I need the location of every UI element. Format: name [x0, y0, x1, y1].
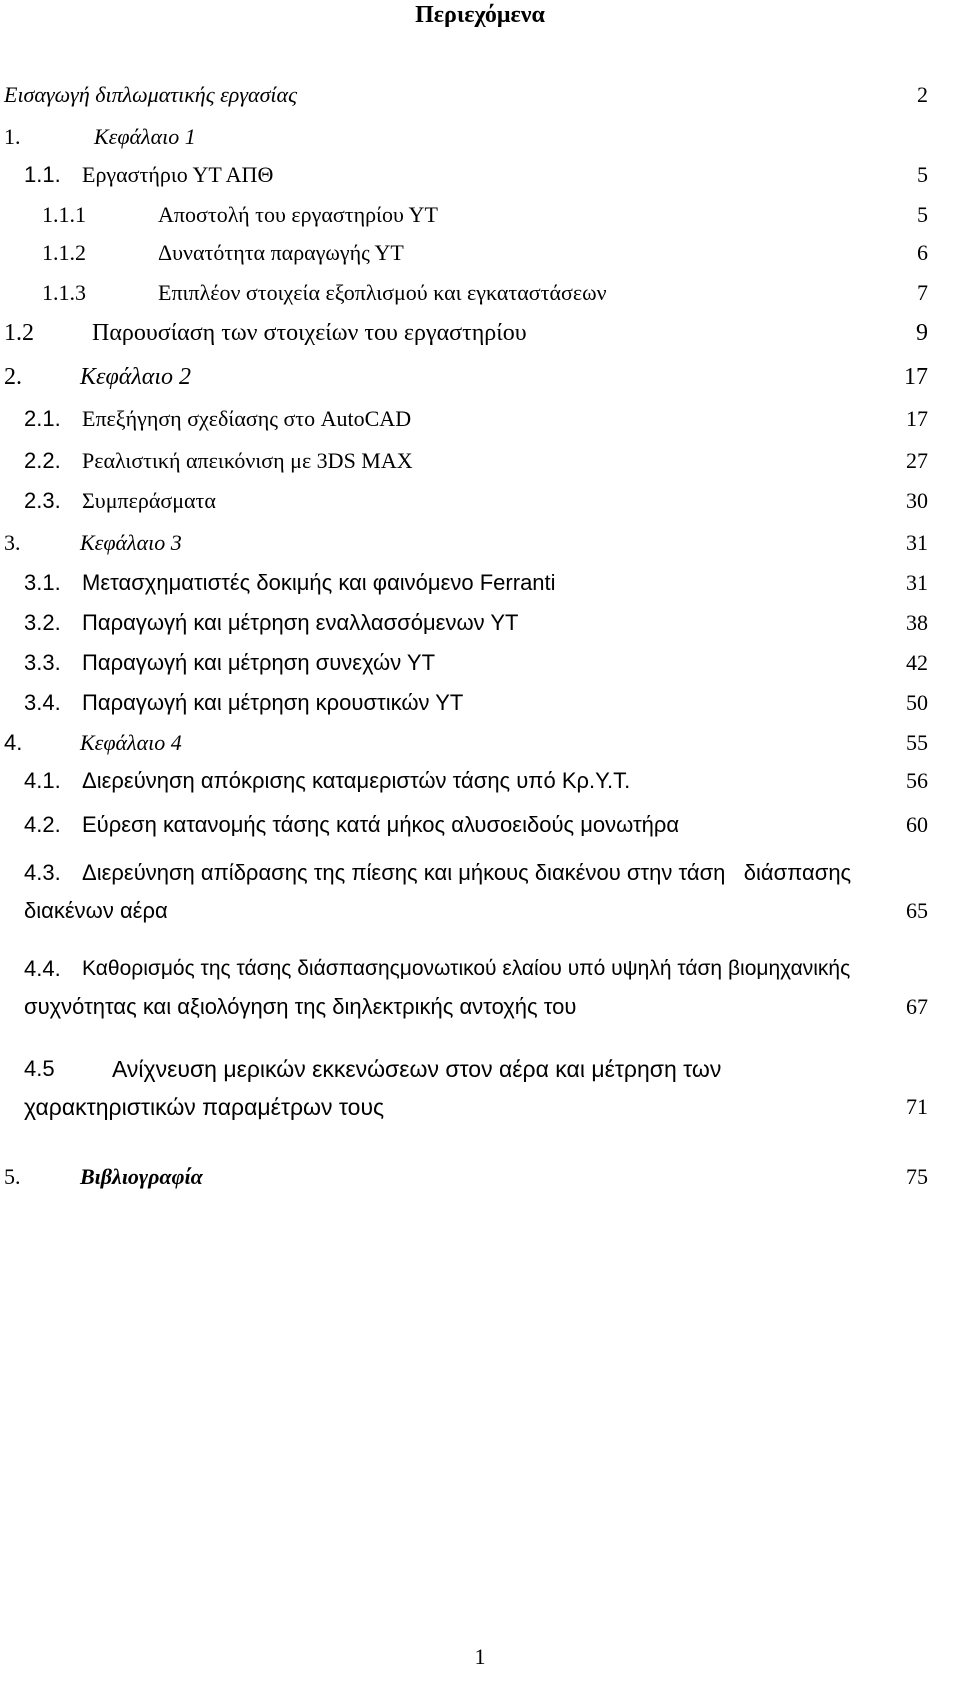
- toc-entry-page: 9: [916, 320, 928, 346]
- toc-entry-title: Ρεαλιστική απεικόνιση με 3DS MAX: [82, 448, 413, 473]
- toc-entry-title: Διερεύνηση απόκρισης καταμεριστών τάσης υπό Κρ.Υ.Τ.: [82, 768, 631, 793]
- toc-entry-page: 17: [904, 364, 928, 390]
- toc-entry-number: 4.2.: [24, 812, 61, 837]
- toc-entry-page: 6: [917, 240, 928, 265]
- toc-entry-number: 1.: [4, 124, 21, 149]
- toc-entry-1-1-3[interactable]: [0, 278, 960, 308]
- toc-entry-page: 71: [906, 1094, 928, 1119]
- toc-entry-1-2[interactable]: [0, 318, 960, 348]
- toc-entry-title: Παραγωγή και μέτρηση εναλλασσόμενων ΥΤ: [82, 610, 519, 635]
- toc-entry-title: Συμπεράσματα: [82, 488, 216, 513]
- toc-entry-title: Καθορισμός της τάσης διάσπασηςμονωτικού ελαίου υπό υψηλή τάση βιομηχανικής: [82, 957, 851, 980]
- toc-entry-4-5-cont[interactable]: [0, 1092, 960, 1122]
- toc-entry-page: 75: [906, 1164, 928, 1189]
- toc-entry-page: 56: [906, 768, 928, 793]
- toc-entry-number: 1.1.2: [42, 240, 86, 265]
- toc-entry-title: Επιπλέον στοιχεία εξοπλισμού και εγκαταστάσεων: [158, 280, 607, 305]
- toc-entry-number: 4.1.: [24, 768, 61, 793]
- toc-entry-title: Εισαγωγή διπλωματικής εργασίας: [4, 82, 298, 107]
- toc-entry-4-2[interactable]: [0, 810, 960, 840]
- toc-entry-4-3-cont[interactable]: [0, 896, 960, 926]
- toc-entry-1-1-2[interactable]: [0, 238, 960, 268]
- toc-entry-chapter-4[interactable]: [0, 728, 960, 758]
- toc-entry-chapter-2[interactable]: [0, 362, 960, 392]
- toc-entry-number: 1.1.: [24, 162, 61, 187]
- toc-entry-number: 2.: [4, 364, 22, 390]
- toc-entry-title: Κεφάλαιο 3: [80, 530, 182, 555]
- toc-entry-page: 17: [906, 406, 928, 431]
- toc-entry-number: 4.5: [24, 1056, 55, 1081]
- toc-entry-2-2[interactable]: [0, 446, 960, 476]
- toc-entry-number: 1.1.1: [42, 202, 86, 227]
- toc-entry-title-cont: χαρακτηριστικών παραμέτρων τους: [24, 1094, 385, 1120]
- toc-entry-title: Παραγωγή και μέτρηση συνεχών ΥΤ: [82, 650, 436, 675]
- toc-entry-title-cont: συχνότητας και αξιολόγηση της διηλεκτρικής αντοχής του: [24, 994, 577, 1019]
- toc-entry-title-cont: διακένων αέρα: [24, 898, 168, 923]
- toc-entry-title: Βιβλιογραφία: [80, 1164, 203, 1189]
- toc-entry-title: Εύρεση κατανομής τάσης κατά μήκος αλυσοειδούς μονωτήρα: [82, 812, 680, 837]
- toc-entry-title: Αποστολή του εργαστηρίου ΥΤ: [158, 202, 438, 227]
- toc-entry-2-3[interactable]: [0, 486, 960, 516]
- toc-entry-number: 3.2.: [24, 610, 61, 635]
- toc-entry-title: Δυνατότητα παραγωγής ΥΤ: [158, 240, 404, 265]
- toc-entry-number: 1.2: [4, 320, 34, 346]
- toc-entry-page: 30: [906, 488, 928, 513]
- toc-entry-chapter-3[interactable]: [0, 528, 960, 558]
- toc-entry-intro[interactable]: [0, 80, 960, 110]
- page-number: 1: [474, 1644, 486, 1669]
- toc-entry-bibliography[interactable]: [0, 1162, 960, 1192]
- toc-entry-page: 27: [906, 448, 928, 473]
- toc-entry-number: 2.1.: [24, 406, 61, 431]
- toc-entry-number: 1.1.3: [42, 280, 86, 305]
- toc-entry-number: 4.: [4, 730, 23, 755]
- toc-entry-page: 42: [906, 650, 928, 675]
- toc-entry-4-4[interactable]: [0, 954, 960, 984]
- toc-entry-2-1[interactable]: [0, 404, 960, 434]
- toc-entry-3-1[interactable]: [0, 568, 960, 598]
- toc-entry-number: 5.: [4, 1164, 21, 1189]
- toc-entry-number: 2.2.: [24, 448, 61, 473]
- toc-entry-title: Κεφάλαιο 1: [94, 124, 196, 149]
- toc-entry-page: 38: [906, 610, 928, 635]
- toc-entry-title: Κεφάλαιο 4: [80, 730, 182, 755]
- toc-entry-title: Κεφάλαιο 2: [80, 364, 191, 390]
- toc-entry-page: 31: [906, 570, 928, 595]
- toc-entry-title: Παρουσίαση των στοιχείων του εργαστηρίου: [92, 320, 527, 346]
- toc-entry-title: Ανίχνευση μερικών εκκενώσεων στον αέρα και μέτρηση των: [112, 1056, 722, 1082]
- toc-entry-number: 4.4.: [24, 956, 61, 981]
- toc-entry-chapter-1[interactable]: [0, 122, 960, 152]
- toc-entry-3-3[interactable]: [0, 648, 960, 678]
- toc-entry-4-3[interactable]: [0, 858, 960, 888]
- toc-entry-title: Διερεύνηση απίδρασης της πίεσης και μήκους διακένου στην τάση διάσπασης: [82, 860, 852, 885]
- toc-entry-page: 2: [917, 82, 928, 107]
- toc-entry-number: 3.4.: [24, 690, 61, 715]
- toc-entry-title: Επεξήγηση σχεδίασης στο AutoCAD: [82, 406, 412, 431]
- toc-entry-page: 31: [906, 530, 928, 555]
- toc-entry-number: 4.3.: [24, 860, 61, 885]
- toc-entry-page: 7: [917, 280, 928, 305]
- toc-entry-title: Μετασχηματιστές δοκιμής και φαινόμενο Ferranti: [82, 570, 556, 595]
- toc-entry-number: 3.1.: [24, 570, 61, 595]
- toc-entry-number: 3.: [4, 530, 21, 555]
- toc-entry-3-4[interactable]: [0, 688, 960, 718]
- toc-entry-page: 5: [917, 202, 928, 227]
- toc-heading: Περιεχόμενα: [415, 2, 545, 28]
- toc-entry-number: 2.3.: [24, 488, 61, 513]
- toc-entry-4-5[interactable]: [0, 1054, 960, 1084]
- toc-entry-page: 67: [906, 994, 928, 1019]
- toc-entry-page: 65: [906, 898, 928, 923]
- toc-entry-1-1-1[interactable]: [0, 200, 960, 230]
- toc-entry-1-1[interactable]: [0, 160, 960, 190]
- toc-entry-4-4-cont[interactable]: [0, 992, 960, 1022]
- toc-entry-4-1[interactable]: [0, 766, 960, 796]
- toc-entry-page: 5: [917, 162, 928, 187]
- toc-entry-number: 3.3.: [24, 650, 61, 675]
- toc-entry-title: Παραγωγή και μέτρηση κρουστικών ΥΤ: [82, 690, 464, 715]
- toc-entry-page: 55: [906, 730, 928, 755]
- toc-entry-page: 50: [906, 690, 928, 715]
- toc-entry-title: Εργαστήριο ΥΤ ΑΠΘ: [82, 162, 274, 187]
- toc-entry-page: 60: [906, 812, 928, 837]
- toc-entry-3-2[interactable]: [0, 608, 960, 638]
